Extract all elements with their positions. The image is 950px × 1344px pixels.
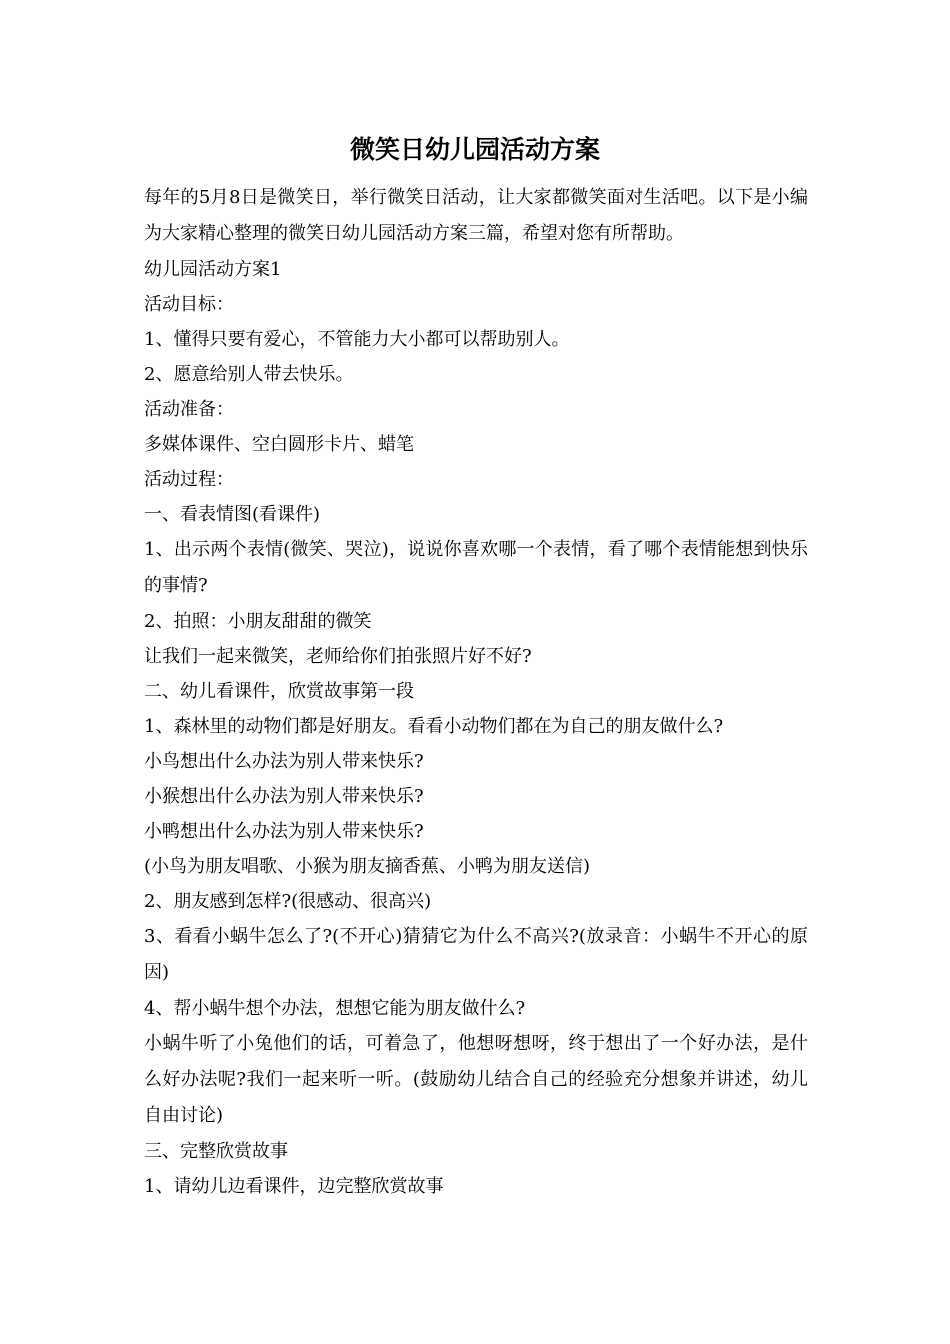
paragraph: 1、懂得只要有爱心，不管能力大小都可以帮助别人。	[144, 329, 570, 350]
paragraph: 小蜗牛听了小兔他们的话，可着急了，他想呀想呀，终于想出了一个好办法，是什么好办法呢?我们一起来听一听。(鼓励幼儿结合自己的经验充分想象并讲述，幼儿自由讨论)	[144, 1033, 808, 1126]
paragraph: 每年的5月8日是微笑日，举行微笑日活动，让大家都微笑面对生活吧。以下是小编为大家精心整理的微笑日幼儿园活动方案三篇，希望对您有所帮助。	[144, 187, 808, 244]
document-body	[144, 180, 808, 1204]
paragraph: 4、帮小蜗牛想个办法，想想它能为朋友做什么?	[144, 998, 526, 1019]
document-title: 微笑日幼儿园活动方案	[349, 135, 600, 164]
paragraph: 活动过程：	[144, 469, 234, 490]
paragraph: 小猴想出什么办法为别人带来快乐?	[144, 786, 424, 807]
paragraph: 3、看看小蜗牛怎么了?(不开心)猜猜它为什么不高兴?(放录音：小蜗牛不开心的原因)	[144, 926, 808, 983]
paragraph: 一、看表情图(看课件)	[144, 504, 321, 525]
paragraph: 1、森林里的动物们都是好朋友。看看小动物们都在为自己的朋友做什么?	[144, 716, 724, 737]
paragraph: 幼儿园活动方案1	[144, 259, 282, 280]
paragraph: 2、愿意给别人带去快乐。	[144, 364, 354, 385]
paragraph: 让我们一起来微笑，老师给你们拍张照片好不好?	[144, 646, 532, 667]
paragraph: 活动目标：	[144, 294, 234, 315]
paragraph: 二、幼儿看课件，欣赏故事第一段	[144, 681, 414, 702]
paragraph: 多媒体课件、空白圆形卡片、蜡笔	[144, 434, 414, 455]
paragraph: 2、朋友感到怎样?(很感动、很高兴)	[144, 891, 432, 912]
paragraph: (小鸟为朋友唱歌、小猴为朋友摘香蕉、小鸭为朋友送信)	[144, 856, 591, 877]
paragraph: 三、完整欣赏故事	[144, 1141, 288, 1162]
paragraph: 活动准备：	[144, 399, 234, 420]
paragraph: 小鸟想出什么办法为别人带来快乐?	[144, 751, 424, 772]
paragraph: 2、拍照：小朋友甜甜的微笑	[144, 611, 372, 632]
paragraph: 小鸭想出什么办法为别人带来快乐?	[144, 821, 424, 842]
paragraph: 1、出示两个表情(微笑、哭泣)，说说你喜欢哪一个表情，看了哪个表情能想到快乐的事情?	[144, 539, 808, 596]
paragraph: 1、请幼儿边看课件，边完整欣赏故事	[144, 1176, 444, 1197]
